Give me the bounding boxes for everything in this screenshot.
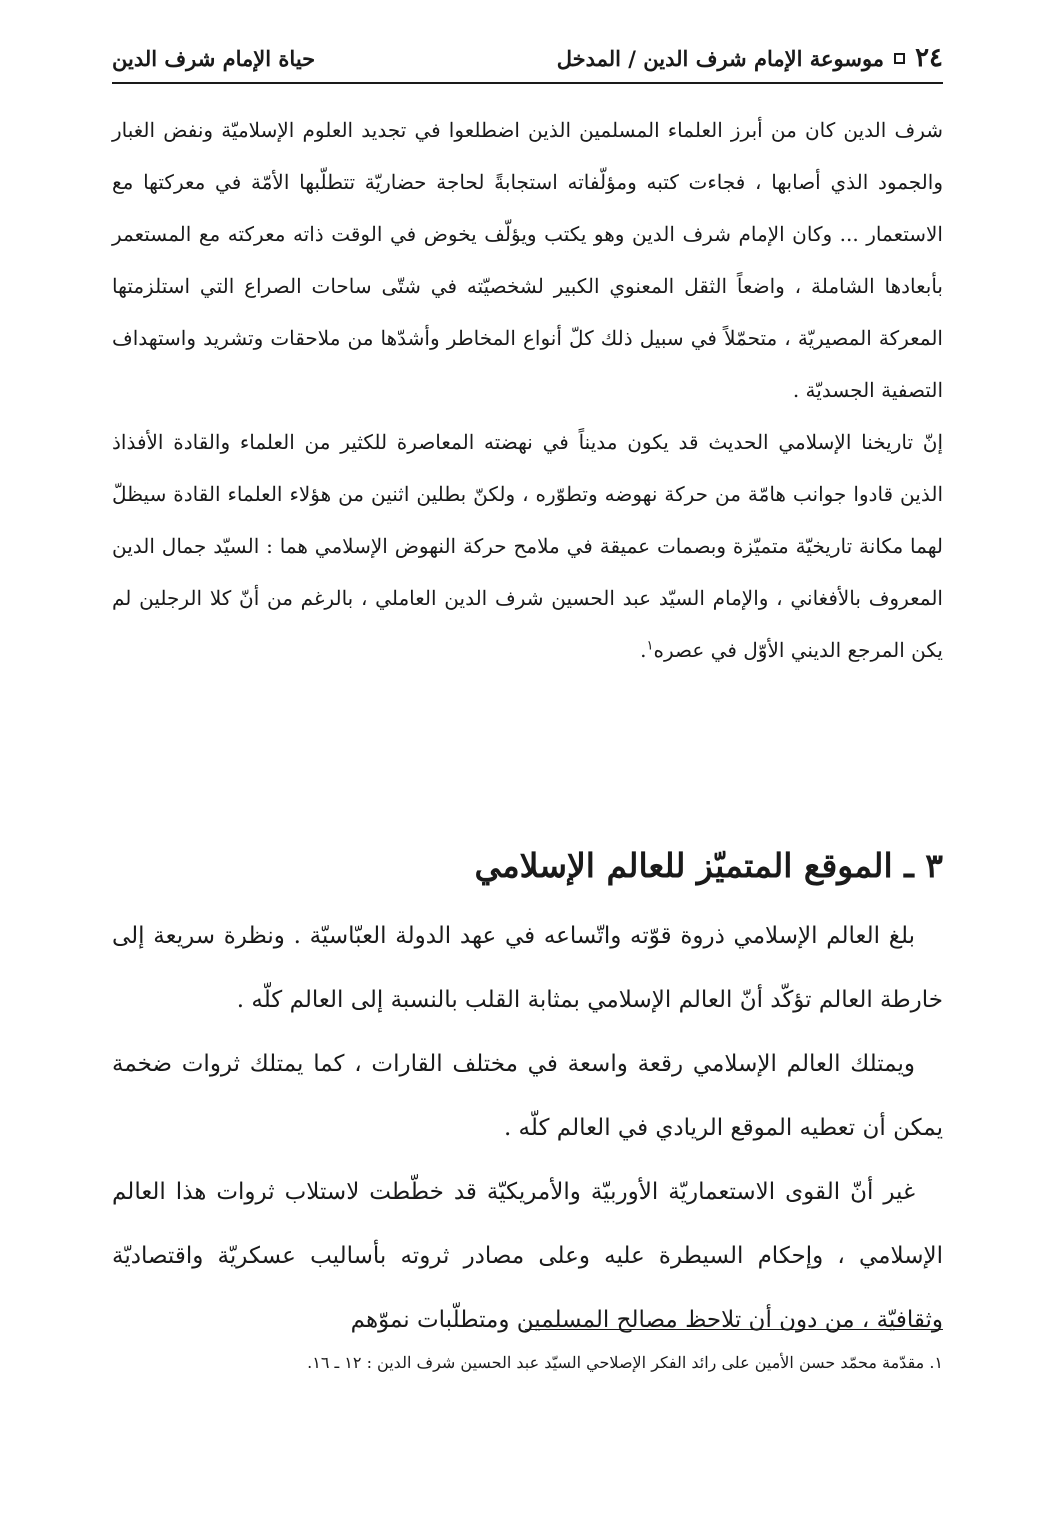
paragraph-2-end: . (640, 638, 647, 662)
header-chapter-title: حياة الإمام شرف الدين (112, 45, 316, 71)
page-number: ٢٤ (915, 43, 943, 73)
header-divider (112, 82, 943, 84)
header-encyclopedia-title: موسوعة الإمام شرف الدين / المدخل (556, 45, 885, 71)
section-heading: ٣ ـ الموقع المتميّز للعالم الإسلامي (474, 846, 943, 885)
section-paragraph-1: بلغ العالم الإسلامي ذروة قوّته واتّساعه في عهد الدولة العبّاسيّة . ونظرة سريعة إلى خارطة العالم تؤكّد أنّ العالم الإسلامي بمثابة القلب بالنسبة إلى العالم كلّه . (112, 923, 943, 1013)
square-ornament-icon (894, 53, 905, 64)
footnote-divider (525, 1329, 943, 1330)
paragraph-2 (112, 416, 943, 676)
paragraph-1: شرف الدين كان من أبرز العلماء المسلمين الذين اضطلعوا في تجديد العلوم الإسلاميّة ونفض الغبار والجمود الذي أصابها ، فجاءت كتبه ومؤلّفاته استجابةً لحاجة حضاريّة تتطلّبها الأمّة في معركتها مع الاستعمار ... وكان الإمام شرف الدين وهو يكتب ويؤلّف يخوض في الوقت ذاته معركته مع المستعمر بأبعادها الشاملة ، واضعاً الثقل المعنوي الكبير لشخصيّته في شتّى ساحات الصراع التي استلزمتها المعركة المصيريّة ، متحمّلاً في سبيل ذلك كلّ أنواع المخاطر وأشدّها من ملاحقات وتشريد واستهداف التصفية الجسديّة . (112, 118, 943, 402)
running-header (112, 38, 943, 78)
paragraph-2-text: إنّ تاريخنا الإسلامي الحديث قد يكون مديناً في نهضته المعاصرة للكثير من العلماء والقادة الأفذاذ الذين قادوا جوانب هامّة من حركة نهوضه وتطوّره ، ولكنّ بطلين اثنين من هؤلاء العلماء القادة سيظلّ لهما مكانة تاريخيّة متميّزة وبصمات عميقة في ملامح حركة النهوض الإسلامي هما : السيّد جمال الدين المعروف بالأفغاني ، والإمام السيّد عبد الحسين شرف الدين العاملي ، بالرغم من أنّ كلا الرجلين لم يكن المرجع الديني الأوّل في عصره (112, 430, 944, 662)
top-body-text (112, 104, 943, 676)
section-paragraph-2: ويمتلك العالم الإسلامي رقعة واسعة في مختلف القارات ، كما يمتلك ثروات ضخمة يمكن أن تعطيه الموقع الريادي في العالم كلّه . (112, 1051, 943, 1141)
header-right-group (557, 43, 943, 73)
section-paragraph-3: غير أنّ القوى الاستعماريّة الأوربيّة والأمريكيّة قد خطّطت لاستلاب ثروات هذا العالم الإسلامي ، وإحكام السيطرة عليه وعلى مصادر ثروته بأساليب عسكريّة واقتصاديّة وثقافيّة ، من دون أن تلاحظ مصالح المسلمين ومتطلّبات نموّهم (112, 1179, 943, 1333)
footnote: ١. مقدّمة محمّد حسن الأمين على رائد الفكر الإصلاحي السيّد عبد الحسين شرف الدين : ١٢ ـ ١٦. (307, 1353, 943, 1372)
footnote-reference: ١ (646, 638, 654, 654)
section-body-text (112, 904, 943, 1352)
